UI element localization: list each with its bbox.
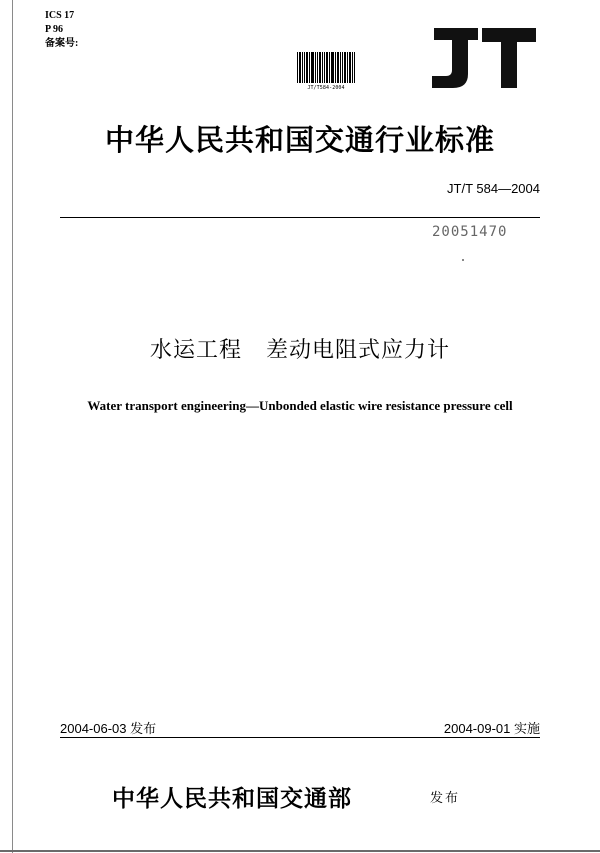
speck — [462, 259, 464, 261]
effective-date: 2004-09-01 实施 — [443, 721, 540, 736]
standard-category-title: 中华人民共和国交通行业标准 — [104, 123, 495, 157]
page-bottom-edge — [0, 850, 600, 852]
standard-number: JT/T 584—2004 — [447, 181, 540, 196]
stamp-number: 20051470 — [432, 224, 508, 240]
publish-date: 2004-06-03 发布 — [60, 721, 157, 736]
document-title-cn: 水运工程 差动电阻式应力计 — [150, 338, 450, 363]
issue-label: 发布 — [430, 791, 461, 806]
filing-number-label: 备案号: — [45, 38, 79, 49]
jt-logo — [420, 24, 540, 92]
document-title-en: Water transport engineering—Unbonded elastic wire resistance pressure cell — [87, 398, 513, 413]
header-divider — [60, 217, 540, 218]
footer-divider — [60, 737, 540, 738]
issuing-ministry: 中华人民共和国交通部 — [112, 786, 352, 812]
classification-code: P 96 — [45, 24, 64, 35]
barcode-caption: JT/T584-2004 — [307, 85, 345, 91]
barcode — [295, 51, 357, 84]
ics-code: ICS 17 — [45, 10, 75, 21]
